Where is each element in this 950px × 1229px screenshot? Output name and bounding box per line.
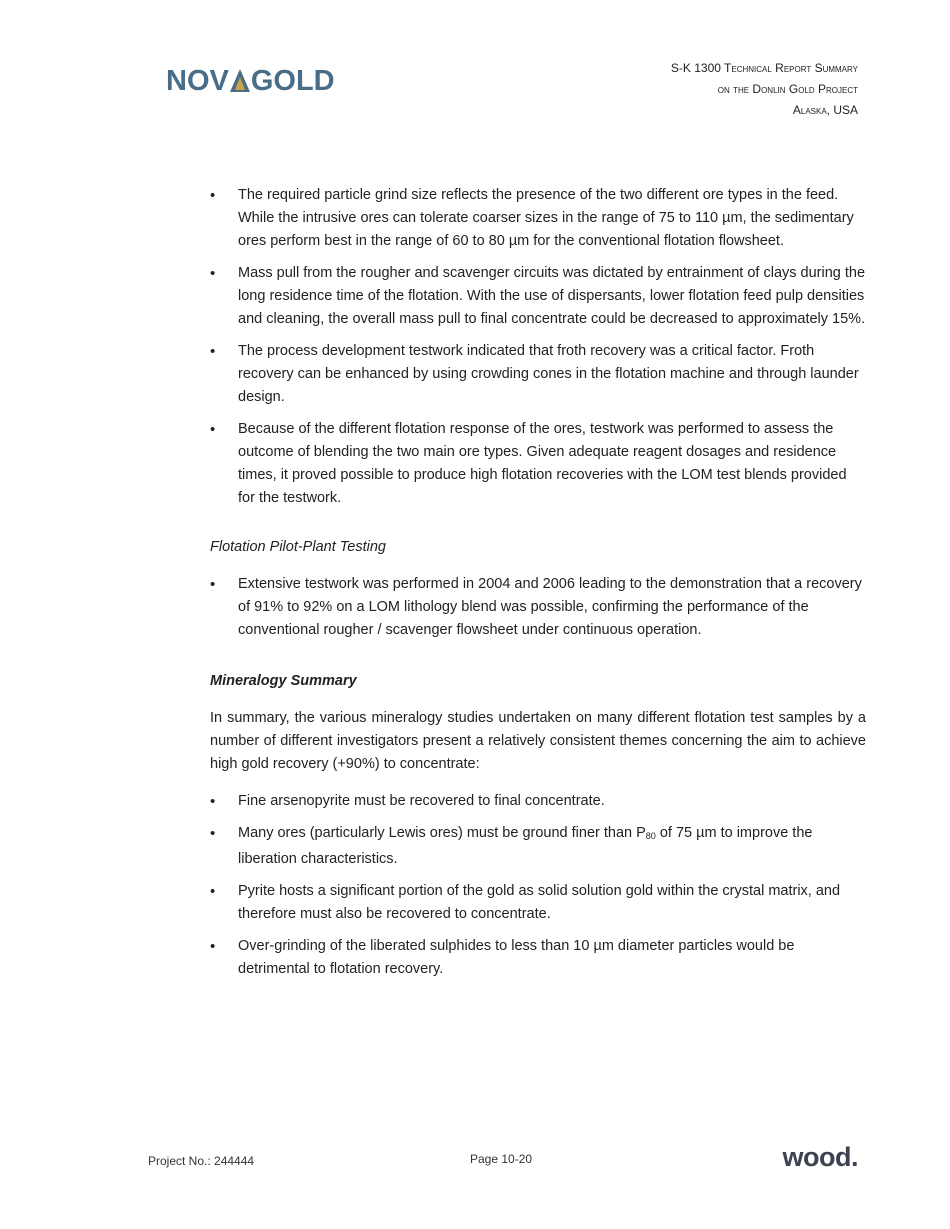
p80-text-pre: Many ores (particularly Lewis ores) must be ground finer than P: [238, 825, 646, 841]
mineralogy-heading: Mineralogy Summary: [210, 673, 357, 689]
list-item: • The process development testwork indicated that froth recovery was a critical factor. Froth recovery can be enhanced by using crowding cones in the flotation machine and through launder design.: [210, 340, 866, 409]
list-item: • Fine arsenopyrite must be recovered to final concentrate.: [210, 790, 866, 813]
list-item: • Because of the different flotation response of the ores, testwork was performed to assess the outcome of blending the two main ore types. Given adequate reagent dosages and residence times, it proved possible to produce high flotation recoveries with the LOM test blends provided for the testwork.: [210, 418, 866, 510]
project-number: Project No.: 244444: [148, 1154, 255, 1168]
mineralogy-paragraph: In summary, the various mineralogy studies undertaken on many different flotation test samples by a number of different investigators present a relatively consistent themes concerning the aim to achieve high gold recovery (+90%) to concentrate:: [210, 710, 866, 772]
page-body: [210, 184, 866, 990]
report-header: [671, 58, 858, 121]
wood-logo: wood.: [782, 1142, 858, 1172]
novagold-logo: [166, 64, 335, 98]
p80-subscript: 80: [645, 831, 656, 841]
mineralogy-list: [210, 790, 866, 981]
flotation-findings-list: [210, 184, 866, 510]
list-item: • The required particle grind size reflects the presence of the two different ore types in the feed. While the intrusive ores can tolerate coarser sizes in the range of 75 to 110 µm, the sedimentary ores perform best in the range of 60 to 80 µm for the conventional flotation flowsheet.: [210, 184, 866, 253]
logo-a-mark-icon: [229, 64, 251, 98]
p80-text-post: of 75 µm to improve the liberation characteristics.: [238, 825, 813, 867]
pilot-plant-heading: Flotation Pilot-Plant Testing: [210, 539, 386, 555]
logo-text-suffix: GOLD: [250, 65, 335, 97]
pilot-plant-list: [210, 573, 866, 642]
header-title-line1: S-K 1300 Technical Report Summary: [670, 61, 858, 75]
list-item: • Extensive testwork was performed in 2004 and 2006 leading to the demonstration that a recovery of 91% to 92% on a LOM lithology blend was possible, confirming the performance of the conventional rougher / scavenger flowsheet under continuous operation.: [210, 573, 866, 642]
list-item: • Pyrite hosts a significant portion of the gold as solid solution gold within the crystal matrix, and therefore must also be recovered to concentrate.: [210, 880, 866, 926]
list-item: [210, 822, 866, 871]
list-item: • Over-grinding of the liberated sulphides to less than 10 µm diameter particles would be detrimental to flotation recovery.: [210, 935, 866, 981]
header-title-line2: on the Donlin Gold Project: [717, 82, 858, 96]
header-title-line3: Alaska, USA: [792, 103, 858, 117]
list-item: • Mass pull from the rougher and scavenger circuits was dictated by entrainment of clays during the long residence time of the flotation. With the use of dispersants, lower flotation feed pulp densities and cleaning, the overall mass pull to final concentrate could be decreased to approximately 15%.: [210, 262, 866, 331]
logo-text-prefix: NOV: [166, 65, 229, 97]
page-number: Page 10-20: [470, 1152, 533, 1166]
